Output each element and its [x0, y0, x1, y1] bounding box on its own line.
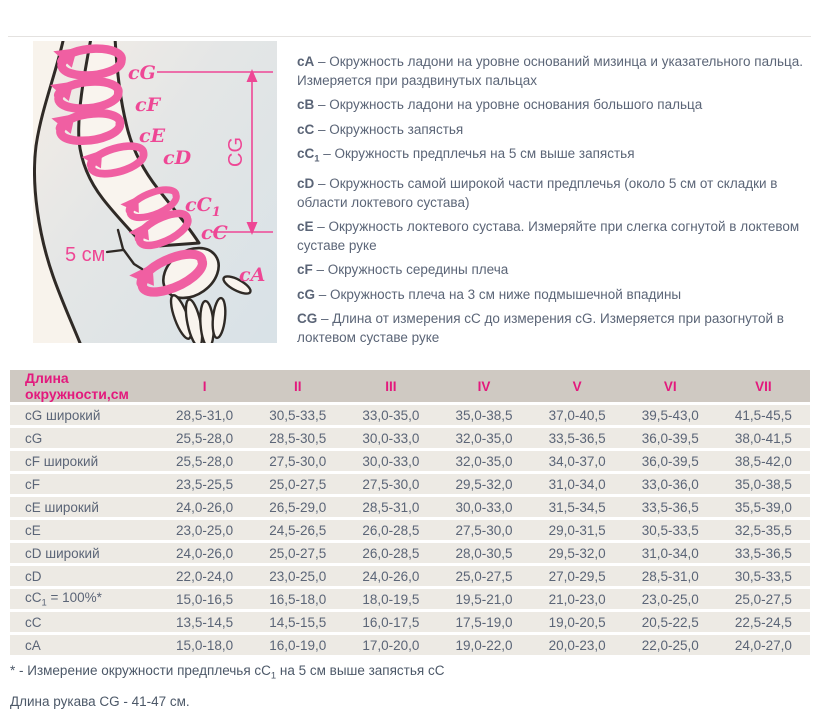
column-header: VI [624, 370, 717, 405]
descriptions [297, 53, 813, 353]
row-label: cG широкий [10, 405, 158, 428]
ring-label-cA: cA [239, 264, 266, 286]
size-cell: 13,5-14,5 [158, 612, 251, 635]
row-label: cF [10, 474, 158, 497]
size-cell: 30,5-33,5 [624, 520, 717, 543]
size-cell: 30,0-33,0 [344, 428, 437, 451]
size-cell: 32,0-35,0 [437, 428, 530, 451]
column-header: V [531, 370, 624, 405]
size-cell: 15,0-18,0 [158, 635, 251, 658]
offset-label: 5 см [65, 244, 106, 266]
size-cell: 23,0-25,0 [158, 520, 251, 543]
size-cell: 24,0-26,0 [344, 566, 437, 589]
size-cell: 30,0-33,0 [344, 451, 437, 474]
size-cell: 34,0-37,0 [531, 451, 624, 474]
size-cell: 26,0-28,5 [344, 543, 437, 566]
size-cell: 24,5-26,5 [251, 520, 344, 543]
row-label: cE [10, 520, 158, 543]
cg-dimension-label: CG [225, 137, 247, 167]
column-header: III [344, 370, 437, 405]
size-cell: 35,0-38,5 [437, 405, 530, 428]
size-cell: 20,0-23,0 [531, 635, 624, 658]
size-cell: 31,5-34,5 [531, 497, 624, 520]
size-cell: 29,0-31,5 [531, 520, 624, 543]
ring-label-cG: cG [128, 62, 156, 84]
size-table [10, 370, 810, 658]
size-cell: 21,0-23,0 [531, 589, 624, 612]
size-table-header-row [10, 370, 810, 405]
ring-label-cD: cD [163, 147, 192, 169]
size-cell: 33,5-36,5 [531, 428, 624, 451]
size-cell: 27,5-30,0 [344, 474, 437, 497]
size-cell: 41,5-45,5 [717, 405, 810, 428]
size-cell: 25,0-27,5 [251, 474, 344, 497]
table-title-cell: Длина окружности,см [10, 370, 158, 405]
size-cell: 22,0-25,0 [624, 635, 717, 658]
size-cell: 24,0-27,0 [717, 635, 810, 658]
size-cell: 22,5-24,5 [717, 612, 810, 635]
row-label: cG [10, 428, 158, 451]
size-cell: 29,5-32,0 [531, 543, 624, 566]
size-cell: 38,5-42,0 [717, 451, 810, 474]
footnote-measurement: * - Измерение окружности предплечья $cC_1$ на 5 см выше запястья cC [10, 663, 445, 682]
size-cell: 14,5-15,5 [251, 612, 344, 635]
size-cell: 20,5-22,5 [624, 612, 717, 635]
top-divider [8, 36, 811, 37]
size-cell: 39,5-43,0 [624, 405, 717, 428]
row-label: cD широкий [10, 543, 158, 566]
size-cell: 38,0-41,5 [717, 428, 810, 451]
row-label: cC [10, 612, 158, 635]
size-cell: 35,5-39,0 [717, 497, 810, 520]
size-cell: 28,5-30,5 [251, 428, 344, 451]
row-label: cF широкий [10, 451, 158, 474]
measurement-description: cF – Окружность середины плеча [297, 262, 509, 278]
size-cell: 24,0-26,0 [158, 497, 251, 520]
measurement-description: $cC_1$ – Окружность предплечья на 5 см выше запястья [297, 146, 635, 165]
measurement-description: cD – Окружность самой широкой части предплечья (около 5 см от складки в области локтевого сустава) [297, 176, 778, 210]
ring-label-cC1: $cC_1$ [185, 194, 221, 220]
size-cell: 32,5-35,5 [717, 520, 810, 543]
size-cell: 16,5-18,0 [251, 589, 344, 612]
size-cell: 15,0-16,5 [158, 589, 251, 612]
size-cell: 28,0-30,5 [437, 543, 530, 566]
table-row [10, 589, 810, 612]
table-row [10, 497, 810, 520]
size-cell: 27,5-30,0 [437, 520, 530, 543]
ring-label-cE: cE [139, 125, 166, 147]
size-cell: 27,5-30,0 [251, 451, 344, 474]
ring-label-cF: cF [135, 94, 161, 116]
size-cell: 30,0-33,0 [437, 497, 530, 520]
size-table-wrap [10, 370, 810, 658]
size-cell: 17,0-20,0 [344, 635, 437, 658]
row-label: cD [10, 566, 158, 589]
column-header: II [251, 370, 344, 405]
table-row [10, 566, 810, 589]
size-cell: 32,0-35,0 [437, 451, 530, 474]
size-table-body [10, 405, 810, 658]
arm-measurement-diagram [33, 41, 277, 343]
column-header: VII [717, 370, 810, 405]
size-cell: 37,0-40,5 [531, 405, 624, 428]
size-cell: 25,0-27,5 [717, 589, 810, 612]
footnote-sleeve-length: Длина рукава CG - 41-47 см. [10, 694, 190, 709]
table-row [10, 428, 810, 451]
row-label: cA [10, 635, 158, 658]
size-cell: 19,0-20,5 [531, 612, 624, 635]
size-cell: 33,5-36,5 [717, 543, 810, 566]
measurement-description: cB – Окружность ладони на уровне основания большого пальца [297, 97, 703, 112]
size-cell: 22,0-24,0 [158, 566, 251, 589]
measurement-description: cA – Окружность ладони на уровне оснований мизинца и указательного пальца. Измеряется при раздвинутых пальцах [297, 54, 803, 88]
size-cell: 30,5-33,5 [717, 566, 810, 589]
size-cell: 25,5-28,0 [158, 451, 251, 474]
column-header: IV [437, 370, 530, 405]
size-cell: 23,5-25,5 [158, 474, 251, 497]
size-cell: 33,0-35,0 [344, 405, 437, 428]
table-row [10, 474, 810, 497]
size-cell: 28,5-31,0 [344, 497, 437, 520]
size-cell: 16,0-17,5 [344, 612, 437, 635]
size-cell: 27,0-29,5 [531, 566, 624, 589]
size-cell: 31,0-34,0 [624, 543, 717, 566]
size-cell: 26,5-29,0 [251, 497, 344, 520]
size-cell: 16,0-19,0 [251, 635, 344, 658]
size-cell: 24,0-26,0 [158, 543, 251, 566]
size-cell: 19,5-21,0 [437, 589, 530, 612]
size-cell: 28,5-31,0 [158, 405, 251, 428]
size-cell: 36,0-39,5 [624, 451, 717, 474]
size-cell: 31,0-34,0 [531, 474, 624, 497]
size-cell: 26,0-28,5 [344, 520, 437, 543]
size-cell: 18,0-19,5 [344, 589, 437, 612]
column-header: I [158, 370, 251, 405]
size-cell: 33,0-36,0 [624, 474, 717, 497]
measurement-description: cE – Окружность локтевого сустава. Измеряйте при слегка согнутой в локтевом суставе руке [297, 219, 800, 253]
ring-label-cC: cC [201, 222, 228, 244]
size-cell: 25,5-28,0 [158, 428, 251, 451]
table-row [10, 405, 810, 428]
measurement-description: cC – Окружность запястья [297, 121, 464, 137]
size-cell: 19,0-22,0 [437, 635, 530, 658]
size-cell: 29,5-32,0 [437, 474, 530, 497]
table-row [10, 543, 810, 566]
size-cell: 25,0-27,5 [251, 543, 344, 566]
measurement-description: CG – Длина от измерения cC до измерения cG. Измеряется при разогнутой в локтевом суставе руке [297, 311, 784, 345]
size-cell: 23,0-25,0 [624, 589, 717, 612]
size-cell: 25,0-27,5 [437, 566, 530, 589]
row-label: $cC_1 = 100\%*$ [10, 589, 158, 612]
size-cell: 17,5-19,0 [437, 612, 530, 635]
size-cell: 36,0-39,5 [624, 428, 717, 451]
size-cell: 33,5-36,5 [624, 497, 717, 520]
size-cell: 23,0-25,0 [251, 566, 344, 589]
row-label: cE широкий [10, 497, 158, 520]
table-row [10, 612, 810, 635]
table-row [10, 520, 810, 543]
size-cell: 35,0-38,5 [717, 474, 810, 497]
size-cell: 30,5-33,5 [251, 405, 344, 428]
table-row [10, 451, 810, 474]
measurement-description: cG – Окружность плеча на 3 см ниже подмышечной впадины [297, 286, 682, 302]
size-cell: 28,5-31,0 [624, 566, 717, 589]
table-row [10, 635, 810, 658]
